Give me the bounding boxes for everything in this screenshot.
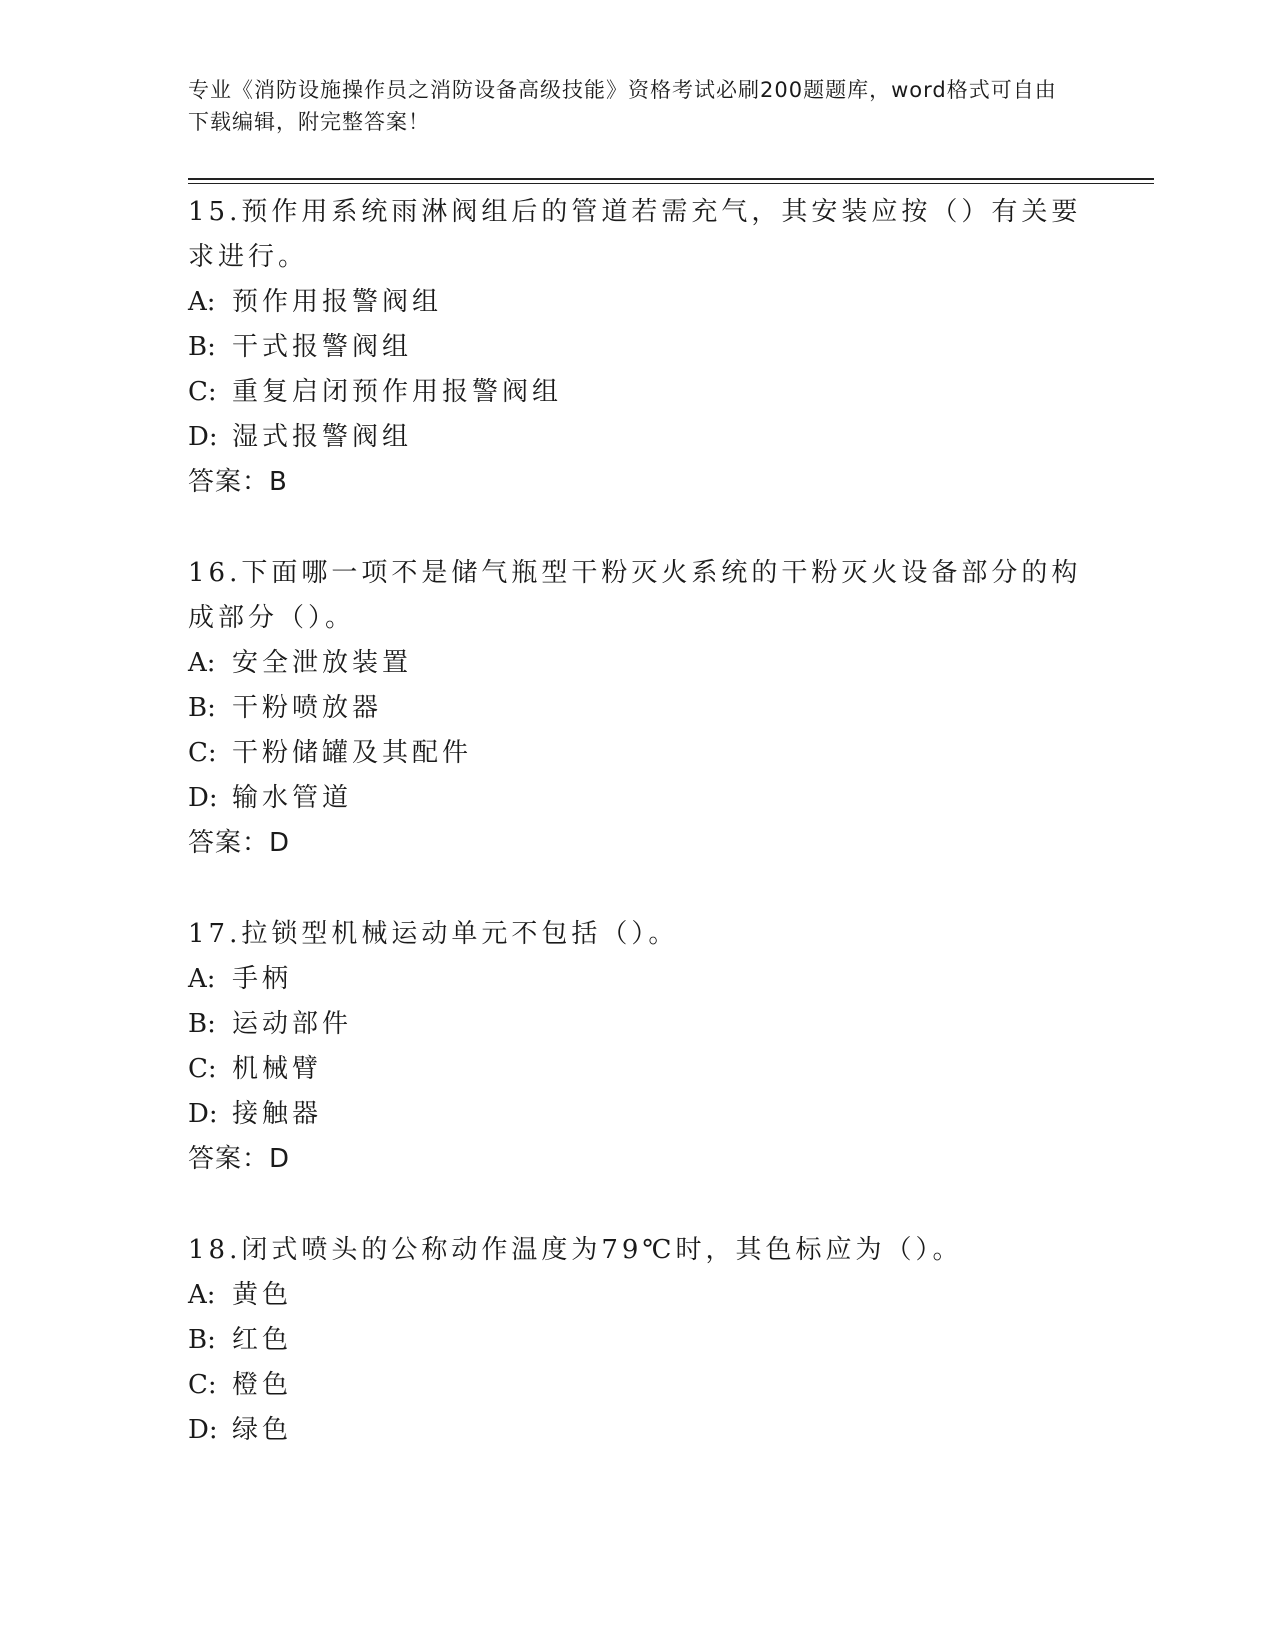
- option-letter: C:: [188, 1370, 217, 1400]
- option-letter: C:: [188, 738, 217, 768]
- document-header: 专业《消防设施操作员之消防设备高级技能》资格考试必刷200题题库，word格式可自由下载编辑，附完整答案！: [188, 78, 1057, 134]
- question-15: [188, 190, 1088, 505]
- answer-line: 答案：D: [188, 828, 291, 858]
- question-prompt: 15.预作用系统雨淋阀组后的管道若需充气，其安装应按（）有关要求进行。: [188, 197, 1082, 272]
- question-18: [188, 1228, 1088, 1453]
- option-a: [188, 957, 1088, 1002]
- option-text: 绿色: [232, 1415, 293, 1445]
- option-text: 橙色: [232, 1370, 293, 1400]
- option-text: 湿式报警阀组: [232, 422, 413, 452]
- option-letter: D:: [188, 1099, 218, 1129]
- option-letter: C:: [188, 1054, 217, 1084]
- option-text: 重复启闭预作用报警阀组: [232, 377, 563, 407]
- question-list: [188, 190, 1088, 1499]
- option-letter: B:: [188, 1325, 216, 1355]
- option-letter: A:: [188, 1280, 216, 1310]
- answer-line: 答案：D: [188, 1144, 291, 1174]
- option-b: [188, 1318, 1088, 1363]
- option-letter: B:: [188, 332, 216, 362]
- question-prompt: 16.下面哪一项不是储气瓶型干粉灭火系统的干粉灭火设备部分的构成部分（）。: [188, 558, 1082, 633]
- option-text: 接触器: [232, 1099, 323, 1129]
- option-b: [188, 686, 1088, 731]
- option-c: [188, 731, 1088, 776]
- question-prompt: 17.拉锁型机械运动单元不包括（）。: [188, 919, 679, 949]
- option-text: 安全泄放装置: [232, 648, 413, 678]
- option-letter: B:: [188, 1009, 216, 1039]
- question-17: [188, 912, 1088, 1182]
- option-text: 干式报警阀组: [232, 332, 413, 362]
- option-text: 干粉喷放器: [232, 693, 383, 723]
- option-letter: B:: [188, 693, 216, 723]
- option-d: [188, 776, 1088, 821]
- option-text: 干粉储罐及其配件: [232, 738, 473, 768]
- option-c: [188, 1363, 1088, 1408]
- option-letter: A:: [188, 287, 216, 317]
- option-letter: D:: [188, 1415, 218, 1445]
- option-b: [188, 325, 1088, 370]
- option-text: 输水管道: [232, 783, 353, 813]
- option-a: [188, 641, 1088, 686]
- option-text: 手柄: [232, 964, 293, 994]
- option-a: [188, 1273, 1088, 1318]
- option-d: [188, 415, 1088, 460]
- option-c: [188, 370, 1088, 415]
- option-letter: D:: [188, 422, 218, 452]
- option-text: 预作用报警阀组: [232, 287, 443, 317]
- option-a: [188, 280, 1088, 325]
- option-text: 黄色: [232, 1280, 293, 1310]
- option-letter: C:: [188, 377, 217, 407]
- option-letter: A:: [188, 648, 216, 678]
- option-d: [188, 1092, 1088, 1137]
- option-text: 红色: [232, 1325, 293, 1355]
- option-text: 机械臂: [232, 1054, 323, 1084]
- question-prompt: 18.闭式喷头的公称动作温度为79℃时，其色标应为（）。: [188, 1235, 963, 1265]
- option-text: 运动部件: [232, 1009, 353, 1039]
- answer-line: 答案：B: [188, 467, 288, 497]
- option-d: [188, 1408, 1088, 1453]
- header-divider-thick: [188, 178, 1154, 180]
- header-divider-thin: [188, 183, 1154, 184]
- option-c: [188, 1047, 1088, 1092]
- question-16: [188, 551, 1088, 866]
- option-letter: A:: [188, 964, 216, 994]
- option-b: [188, 1002, 1088, 1047]
- option-letter: D:: [188, 783, 218, 813]
